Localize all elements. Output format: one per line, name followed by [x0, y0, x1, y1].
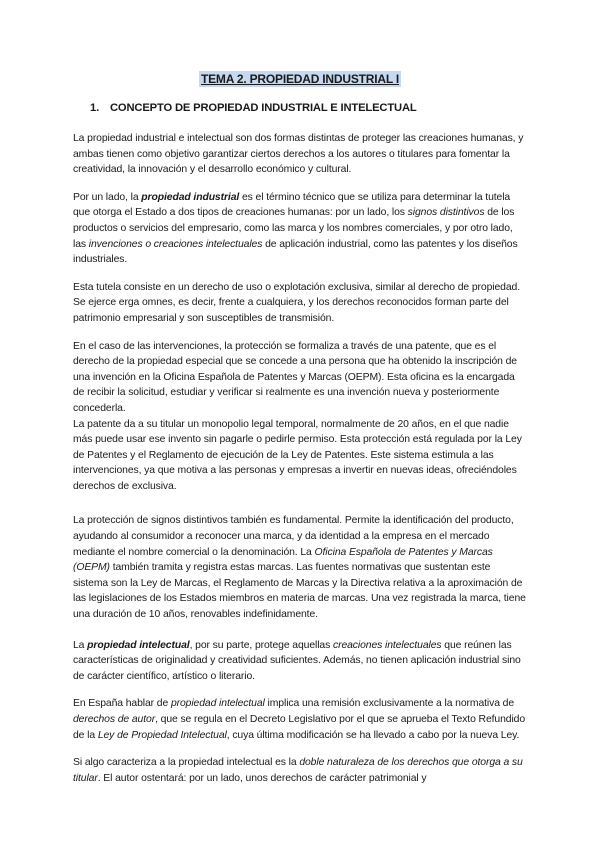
text-run: , que se regula en el Decreto Legislativo por el que se aprueba el Texto Refundido de la: [73, 714, 526, 741]
text-run: de aplicación industrial, como las patentes y los diseños industriales.: [73, 238, 518, 266]
emphasis-invenciones: invenciones o creaciones intelectuales: [88, 238, 263, 250]
text-run: que reúnen las características de originalidad y creatividad suficientes. Además, no tienen aplicación industrial sino de carácter científico, artístico o literario.: [73, 639, 521, 682]
text-run: , por su parte, protege aquellas: [189, 639, 333, 651]
paragraph-1: La propiedad industrial e intelectual son dos formas distintas de proteger las creaciones humanas, y ambas tienen como objetivo garantizar ciertos derechos a los autores o titulares para fomentar la creatividad, la innovación y el desarrollo económico y cultural.: [73, 133, 524, 176]
paragraph-9: [73, 755, 528, 786]
section-heading-text: CONCEPTO DE PROPIEDAD INDUSTRIAL E INTELECTUAL: [110, 102, 417, 114]
paragraph-5: La patente da a su titular un monopolio legal temporal, normalmente de 20 años, en el que nadie más puede usar ese invento sin pagarle o pedirle permiso. Esta protección está regulada por la Ley de Patentes y el Reglamento de ejecución de la Ley de Patentes. Este sistema estimula a las intervenciones, ya que motiva a las personas y empresas a invertir en nuevas ideas, ofreciéndoles derechos de exclusiva.: [73, 418, 522, 492]
text-run: La protección de signos distintivos también es fundamental. Permite la identificación del producto, ayudando al consumidor a reconocer una marca, y da identidad a la empresa en el mercado mediante el nombre comercial o la denominación. La: [73, 515, 514, 558]
paragraph-2: [73, 190, 528, 268]
text-run: Si algo caracteriza a la propiedad intelectual es la: [73, 757, 300, 769]
document-title: TEMA 2. PROPIEDAD INDUSTRIAL I: [200, 72, 400, 86]
paragraph-4: En el caso de las intervenciones, la protección se formaliza a través de una patente, que es el derecho de la propiedad especial que se concede a una persona que ha obtenido la inscripción de una invención en la Oficina Española de Patentes y Marcas (OEPM). Esta oficina es la encargada de recibir la solicitud, estudiar y verificar si realmente es una invención nueva y posteriormente concederla.: [73, 340, 517, 414]
text-run: de los productos o servicios del empresario, como las marca y los nombres comerciales, y por otro lado, las: [73, 207, 515, 250]
text-run: , cuya última modificación se ha llevado a cabo por la nueva Ley.: [226, 729, 520, 741]
emphasis-ley-propiedad-intelectual: Ley de Propiedad Intelectual: [97, 729, 227, 741]
emphasis-creaciones-intelectuales: creaciones intelectuales: [332, 639, 442, 651]
title-container: [0, 70, 600, 88]
text-run: La: [73, 639, 88, 651]
emphasis-oepm: Oficina Española de Patentes y Marcas (OEPM): [73, 546, 493, 574]
emphasis-derechos-de-autor: derechos de autor: [73, 714, 156, 725]
section-number: 1.: [90, 102, 100, 114]
document-body: [73, 131, 528, 798]
paragraph-3: Esta tutela consiste en un derecho de uso o explotación exclusiva, similar al derecho de propiedad. Se ejerce erga omnes, es decir, frente a cualquiera, y los derechos reconocidos forman parte del patrimonio empresarial y son susceptibles de transmisión.: [73, 281, 520, 324]
emphasis-propiedad-industrial: propiedad industrial: [141, 191, 240, 203]
emphasis-propiedad-intelectual-2: propiedad intelectual: [170, 698, 265, 710]
text-run: es el término técnico que se utiliza para determinar la tutela que otorga el Estado a dos tipos de creaciones humanas: por un lado, los: [73, 191, 511, 219]
text-run: Por un lado, la: [73, 191, 142, 203]
emphasis-propiedad-intelectual: propiedad intelectual: [87, 639, 190, 651]
text-run: En España hablar de: [73, 698, 171, 710]
section-heading: [90, 102, 417, 114]
paragraph-8: [73, 696, 528, 743]
emphasis-signos-distintivos: signos distintivos: [407, 207, 485, 219]
paragraph-7: [73, 638, 528, 685]
text-run: . El autor ostentará: por un lado, unos derechos de carácter patrimonial y: [97, 772, 427, 784]
paragraph-6: [73, 513, 528, 622]
text-run: también tramita y registra estas marcas. Las fuentes normativas que sustentan este sistema son la Ley de Marcas, el Reglamento de Marcas y la Directiva relativa a la aproximación de las legislaciones de los Estados miembros en materia de marcas. Una vez registrada la marca, tiene una duración de 10 años, renovables indefinidamente.: [73, 562, 526, 621]
emphasis-doble-naturaleza: doble naturaleza de los derechos que otorga a su titular: [73, 757, 523, 784]
text-run: implica una remisión exclusivamente a la normativa de: [264, 698, 515, 710]
